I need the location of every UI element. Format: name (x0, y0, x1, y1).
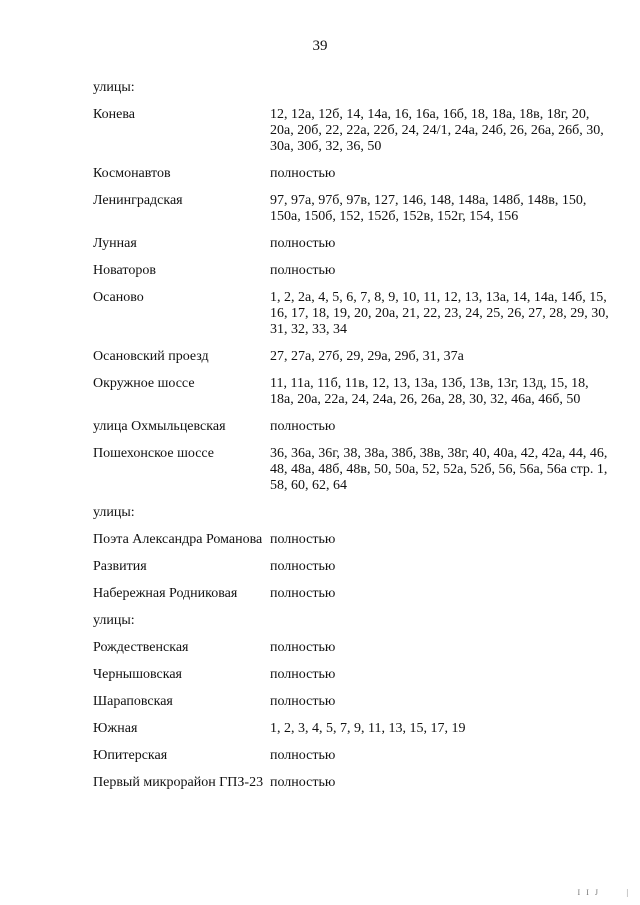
street-row (93, 694, 613, 710)
street-row (93, 263, 613, 279)
house-numbers: полностью (270, 559, 336, 574)
street-name: Новаторов (93, 263, 156, 278)
street-name: Окружное шоссе (93, 376, 195, 391)
street-name: Осановский проезд (93, 349, 209, 364)
street-name: Юпитерская (93, 748, 168, 763)
street-name: Первый микрорайон ГПЗ-23 (93, 775, 264, 790)
street-name: Космонавтов (93, 166, 171, 181)
house-numbers: полностью (270, 667, 336, 682)
house-numbers: полностью (270, 532, 336, 547)
house-numbers: полностью (270, 236, 336, 251)
street-name: Лунная (93, 236, 137, 251)
street-row (93, 667, 613, 683)
house-numbers: полностью (270, 775, 336, 790)
street-name: Пошехонское шоссе (93, 446, 215, 461)
house-numbers: 97, 97а, 97б, 97в, 127, 146, 148, 148а, 148б, 148в, 150, 150а, 150б, 152, 152б, 152в, 152г, 154, 156 (270, 193, 587, 224)
section-heading: улицы: (93, 613, 135, 628)
house-numbers: полностью (270, 694, 336, 709)
street-name: Рождественская (93, 640, 189, 655)
house-numbers: полностью (270, 419, 336, 434)
section-heading: улицы: (93, 505, 135, 520)
street-name: Набережная Родниковая (93, 586, 238, 601)
house-numbers: полностью (270, 586, 336, 601)
street-row (93, 586, 613, 602)
street-row (93, 532, 613, 548)
street-row (93, 748, 613, 764)
street-row (93, 166, 613, 182)
house-numbers: полностью (270, 748, 336, 763)
street-row (93, 775, 613, 791)
document-body (93, 80, 613, 802)
street-row (93, 446, 613, 494)
street-row (93, 236, 613, 252)
house-numbers: полностью (270, 263, 336, 278)
street-row (93, 559, 613, 575)
street-name: улица Охмыльцевская (93, 419, 226, 434)
street-name: Поэта Александра Романова (93, 532, 263, 547)
street-name: Осаново (93, 290, 144, 305)
street-row (93, 419, 613, 435)
street-row (93, 640, 613, 656)
house-numbers: 27, 27а, 27б, 29, 29а, 29б, 31, 37а (270, 349, 464, 364)
street-name: Шараповская (93, 694, 173, 709)
street-name: Конева (93, 107, 135, 122)
page-number: 39 (312, 38, 328, 54)
street-name: Чернышовская (93, 667, 182, 682)
house-numbers: 36, 36а, 36г, 38, 38а, 38б, 38в, 38г, 40, 40а, 42, 42а, 44, 46, 48, 48а, 48б, 48в, 50, 50а, 52, 52а, 52б, 56, 56а, 56а стр. 1, 58, 60, 62, 64 (270, 446, 608, 493)
street-name: Развития (93, 559, 147, 574)
house-numbers: полностью (270, 166, 336, 181)
street-name: Ленинградская (93, 193, 183, 208)
house-numbers: полностью (270, 640, 336, 655)
street-row (93, 107, 613, 155)
street-row (93, 349, 613, 365)
scan-mark: I I J (577, 888, 600, 897)
street-row (93, 376, 613, 408)
street-name: Южная (93, 721, 138, 736)
street-row (93, 721, 613, 737)
scan-tick: | (626, 888, 628, 897)
house-numbers: 1, 2, 3, 4, 5, 7, 9, 11, 13, 15, 17, 19 (270, 721, 466, 736)
house-numbers: 1, 2, 2а, 4, 5, 6, 7, 8, 9, 10, 11, 12, 13, 13а, 14, 14а, 14б, 15, 16, 17, 18, 19, 20, 20а, 21, 22, 23, 24, 25, 26, 27, 28, 29, 30, 31, 32, 33, 34 (270, 290, 609, 337)
street-row (93, 193, 613, 225)
section-heading: улицы: (93, 80, 135, 95)
house-numbers: 11, 11а, 11б, 11в, 12, 13, 13а, 13б, 13в, 13г, 13д, 15, 18, 18а, 20а, 22а, 24, 24а, 26, 26а, 28, 30, 32, 46а, 46б, 50 (270, 376, 589, 407)
house-numbers: 12, 12а, 12б, 14, 14а, 16, 16а, 16б, 18, 18а, 18в, 18г, 20, 20а, 20б, 22, 22а, 22б, 24, 24/1, 24а, 24б, 26, 26а, 26б, 30, 30а, 30б, 32, 36, 50 (270, 107, 604, 154)
street-row (93, 290, 613, 338)
